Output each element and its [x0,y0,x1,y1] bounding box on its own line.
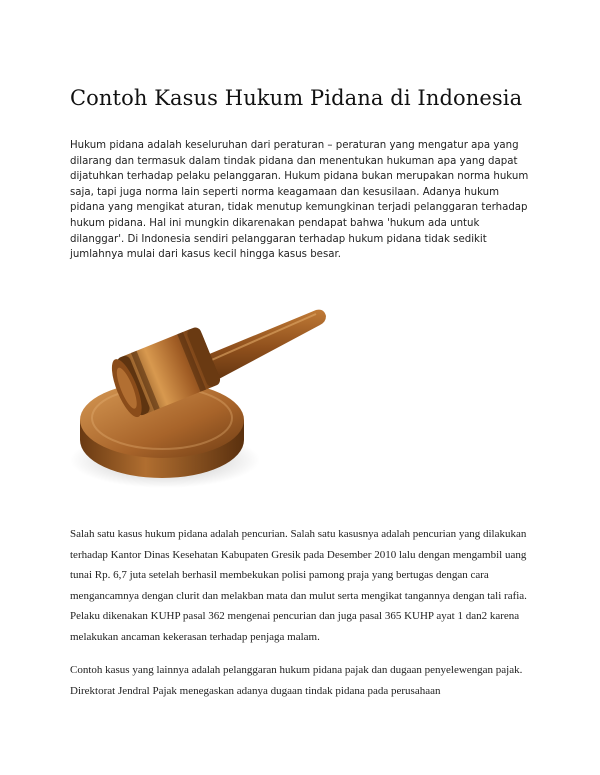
case-paragraph-theft: Salah satu kasus hukum pidana adalah pencurian. Salah satu kasusnya adalah pencurian yang dilakukan terhadap Kantor Dinas Kesehatan Kabupaten Gresik pada Desember 2010 lalu dengan mengambil uang tunai Rp. 6,7 juta setelah berhasil membekukan polisi pamong praja yang bertugas dengan cara mengancamnya dengan clurit dan melakban mata dan mulut serta mengikat tangannya dengan tali rafia. Pelaku dikenakan KUHP pasal 362 mengenai pencurian dan juga pasal 365 KUHP ayat 1 dan2 karena melakukan ancaman kekerasan terhadap penjaga malam. [70,528,527,643]
gavel-icon [70,300,330,500]
case-paragraph-tax: Contoh kasus yang lainnya adalah pelanggaran hukum pidana pajak dan dugaan penyelewengan pajak. Direktorat Jendral Pajak menegaskan adanya dugaan tindak pidana pada perusahaan [70,664,523,697]
gavel-image [70,300,330,500]
page-title: Contoh Kasus Hukum Pidana di Indonesia [70,86,523,110]
intro-paragraph: Hukum pidana adalah keseluruhan dari peraturan – peraturan yang mengatur apa yang dilarang dan termasuk dalam tindak pidana dan menentukan hukuman apa yang dapat dijatuhkan terhadap pelaku pelanggaran. Hukum pidana bukan merupakan norma hukum saja, tapi juga norma lain seperti norma keagamaan dan kesusilaan. Adanya hukum pidana yang mengikat aturan, tidak menutup kemungkinan terjadi pelanggaran terhadap hukum pidana. Hal ini mungkin dikarenakan pendapat bahwa 'hukum ada untuk dilanggar'. Di Indonesia sendiri pelanggaran terhadap hukum pidana tidak sedikit jumlahnya mulai dari kasus kecil hingga kasus besar. [70,140,529,261]
